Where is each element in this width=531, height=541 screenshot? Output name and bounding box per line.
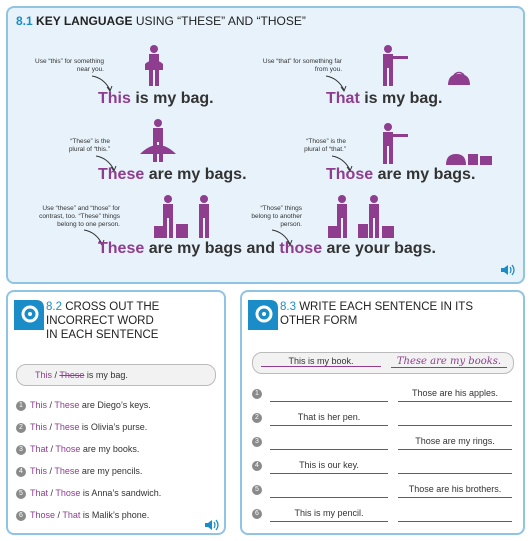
person-holding-bags-icon	[138, 118, 178, 164]
person-with-bags-icon	[154, 194, 224, 240]
answer-field[interactable]: Those are his brothers.	[398, 484, 512, 498]
note-this: Use “this” for something near you.	[35, 58, 104, 73]
person-pointing-icon	[376, 122, 410, 166]
exercise-row: 1 Those are his apples.	[252, 388, 514, 404]
sentence-contrast: These are my bags and those are your bags.	[98, 240, 436, 257]
sentence-these: These are my bags.	[98, 166, 247, 183]
exercise-title: 8.3 WRITE EACH SENTENCE IN ITS OTHER FORM	[280, 301, 473, 327]
answer-field[interactable]	[270, 436, 388, 450]
bags-icon	[444, 148, 494, 166]
example-sentence: This is my book. These are my books.	[252, 352, 514, 374]
answer-field[interactable]	[398, 460, 512, 474]
answer-field[interactable]	[270, 484, 388, 498]
note-these: “These” is the plural of “this.”	[68, 138, 110, 153]
exercise-item[interactable]: 2 This / These is Olivia’s purse.	[16, 422, 147, 433]
exercise-row: 2 That is her pen.	[252, 412, 514, 428]
exercise-item[interactable]: 4 This / These are my pencils.	[16, 466, 142, 477]
exercise-row: 4 This is our key.	[252, 460, 514, 476]
answer-field[interactable]: This is my pencil.	[270, 508, 388, 522]
person-holding-bag-icon	[140, 44, 168, 88]
answer-field[interactable]: This is our key.	[270, 460, 388, 474]
answer-field[interactable]: Those are his apples.	[398, 388, 512, 402]
answer-field[interactable]	[398, 412, 512, 426]
person-with-bags-icon	[328, 194, 398, 240]
exercise-82-panel	[6, 290, 226, 535]
section-title: 8.1 KEY LANGUAGE USING “THESE” AND “THOSE”	[16, 14, 306, 28]
exercise-row: 5 Those are his brothers.	[252, 484, 514, 500]
answer-field[interactable]: That is her pen.	[270, 412, 388, 426]
note-that: Use “that” for something far from you.	[262, 58, 342, 73]
answer-field[interactable]	[398, 508, 512, 522]
exercise-row: 3 Those are my rings.	[252, 436, 514, 452]
exercise-item[interactable]: 1 This / These are Diego’s keys.	[16, 400, 151, 411]
gear-icon	[248, 300, 278, 330]
gear-icon	[14, 300, 44, 330]
example-sentence: This / These is my bag.	[16, 364, 216, 386]
exercise-item[interactable]: 6 Those / That is Malik’s phone.	[16, 510, 149, 521]
note-contrast-these: Use “these” and “those” for contrast, too. “These” things belong to one person.	[39, 205, 120, 228]
answer-field[interactable]: Those are my rings.	[398, 436, 512, 450]
key-language-panel	[6, 6, 525, 284]
note-contrast-those: “Those” things belong to another person.	[251, 205, 302, 228]
exercise-item[interactable]: 5 That / Those is Anna’s sandwich.	[16, 488, 161, 499]
sentence-that: That is my bag.	[326, 90, 443, 107]
exercise-title: 8.2 CROSS OUT THE INCORRECT WORD IN EACH SENTENCE	[46, 301, 160, 341]
exercise-83-panel	[240, 290, 525, 535]
bag-icon	[446, 70, 472, 86]
person-pointing-icon	[376, 44, 410, 88]
speaker-icon[interactable]	[204, 519, 220, 531]
speaker-icon[interactable]	[500, 264, 516, 276]
sentence-those: Those are my bags.	[326, 166, 476, 183]
answer-field[interactable]	[270, 388, 388, 402]
sentence-this: This is my bag.	[98, 90, 214, 107]
exercise-item[interactable]: 3 That / Those are my books.	[16, 444, 139, 455]
note-those: “Those” is the plural of “that.”	[304, 138, 346, 153]
exercise-row: 6 This is my pencil.	[252, 508, 514, 524]
